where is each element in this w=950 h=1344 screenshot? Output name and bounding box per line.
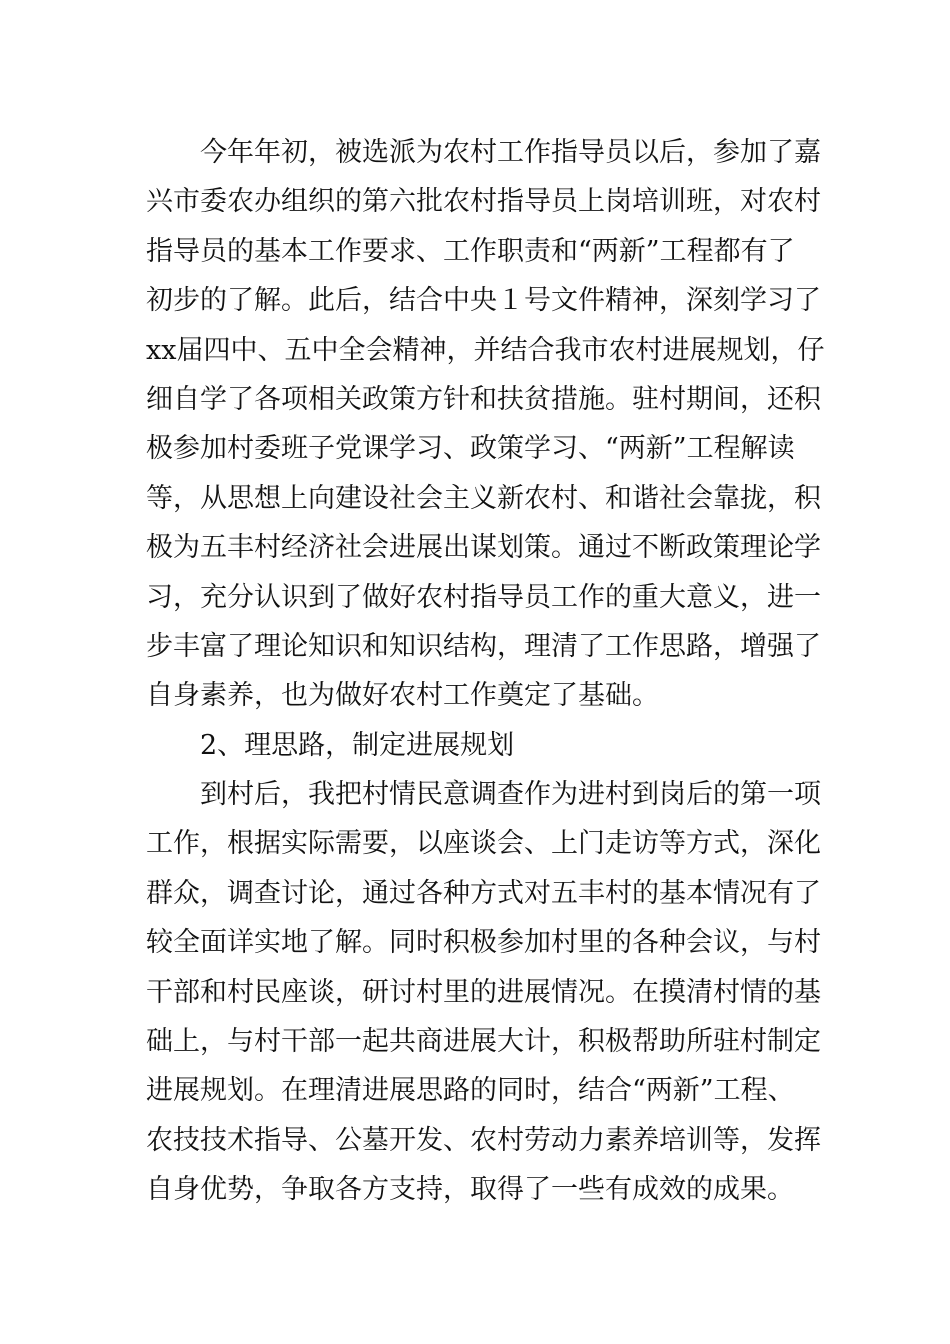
text-line: xx届四中、五中全会精神，并结合我市农村进展规划，仔 (146, 334, 825, 366)
paragraph-1 (146, 128, 825, 721)
text-line: 指导员的基本工作要求、工作职责和“两新”工程都有了 (146, 235, 795, 267)
text-line: 农技技术指导、公墓开发、农村劳动力素养培训等，发挥 (146, 1124, 821, 1156)
text-line: 习，充分认识到了做好农村指导员工作的重大意义，进一 (146, 581, 821, 613)
text-line: 初步的了解。此后，结合中央１号文件精神，深刻学习了 (146, 285, 821, 317)
text-line: 步丰富了理论知识和知识结构，理清了工作思路，增强了 (146, 630, 821, 662)
text-line: 础上，与村干部一起共商进展大计，积极帮助所驻村制定 (146, 1026, 821, 1058)
text-line: 进展规划。在理清进展思路的同时，结合“两新”工程、 (146, 1075, 795, 1107)
text-line: 干部和村民座谈，研讨村里的进展情况。在摸清村情的基 (146, 976, 821, 1008)
text-line: 极为五丰村经济社会进展出谋划策。通过不断政策理论学 (146, 532, 821, 564)
text-line: 到村后，我把村情民意调查作为进村到岗后的第一项 (200, 779, 821, 811)
text-line: 等，从思想上向建设社会主义新农村、和谐社会靠拢，积 (146, 482, 821, 514)
paragraph-2 (146, 770, 821, 1215)
text-line: 细自学了各项相关政策方针和扶贫措施。驻村期间，还积 (146, 383, 821, 415)
text-line: 兴市委农办组织的第六批农村指导员上岗培训班，对农村 (146, 186, 821, 218)
text-line: 自身优势，争取各方支持，取得了一些有成效的成果。 (146, 1174, 794, 1206)
text-line: 工作，根据实际需要，以座谈会、上门走访等方式，深化 (146, 828, 821, 860)
text-line: 极参加村委班子党课学习、政策学习、“两新”工程解读 (146, 433, 795, 465)
text-line: 自身素养，也为做好农村工作奠定了基础。 (146, 680, 659, 712)
section-heading: 2、理思路，制定进展规划 (200, 729, 515, 761)
document-body (146, 128, 825, 1215)
text-line: 较全面详实地了解。同时积极参加村里的各种会议，与村 (146, 927, 821, 959)
text-line: 今年年初，被选派为农村工作指导员以后，参加了嘉 (200, 137, 821, 168)
text-line: 群众，调查讨论，通过各种方式对五丰村的基本情况有了 (146, 877, 821, 909)
